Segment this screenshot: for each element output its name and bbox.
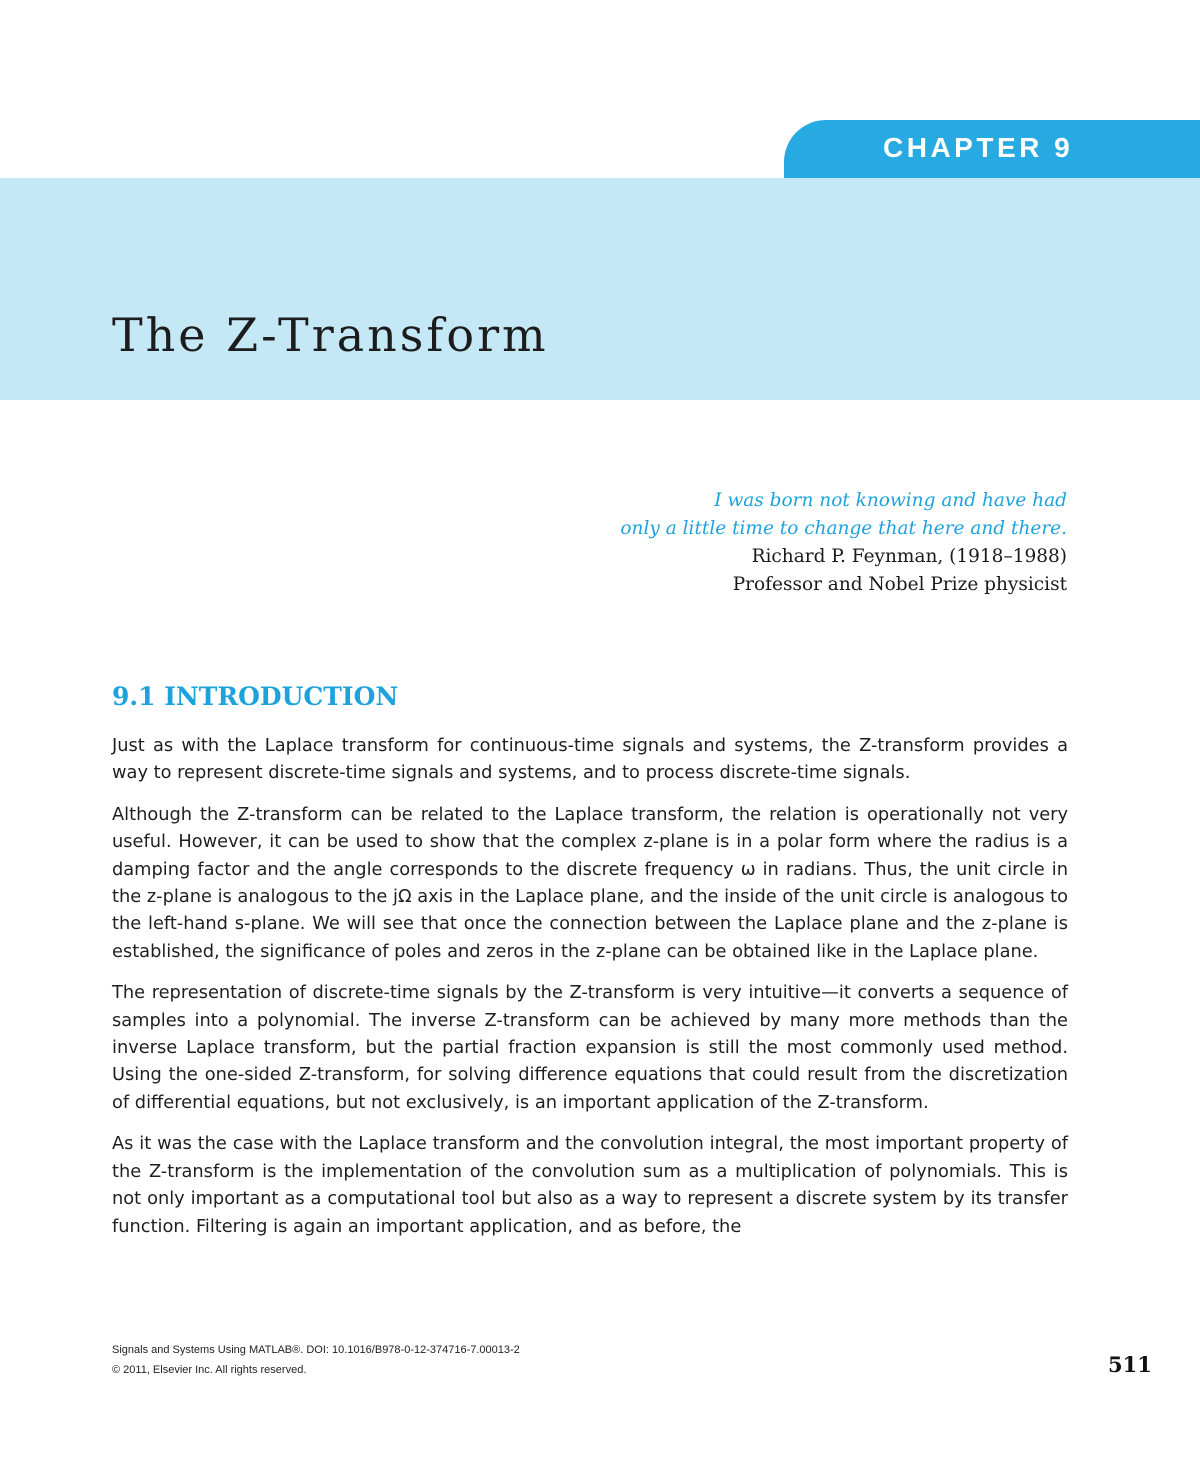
page-number: 511 (1108, 1352, 1152, 1377)
title-band (0, 178, 1200, 400)
epigraph-quote (507, 487, 1067, 543)
paragraph: The representation of discrete-time signals by the Z-transform is very intuitive—it converts a sequence of samples into a polynomial. The inverse Z-transform can be achieved by many more methods than the inverse Laplace transform, but the partial fraction expansion is still the most commonly used method. Using the one-sided Z-transform, for solving difference equations that could result from the discretization of differential equations, but not exclusively, is an important application of the Z-transform. (112, 982, 1068, 1113)
epigraph-quote-line: I was born not knowing and have had (714, 490, 1067, 511)
epigraph-quote-line: only a little time to change that here and there. (620, 518, 1067, 539)
epigraph-author: Richard P. Feynman, (1918–1988) (751, 546, 1067, 567)
epigraph (507, 487, 1067, 599)
paragraph: As it was the case with the Laplace transform and the convolution integral, the most important property of the Z-transform is the implementation of the convolution sum as a multiplication of polynomials. This is not only important as a computational tool but also as a way to represent a discrete system by its transfer function. Filtering is again an important application, and as before, the (112, 1133, 1068, 1237)
chapter-title: The Z-Transform (112, 308, 549, 362)
footer-doi: Signals and Systems Using MATLAB®. DOI: 10.1016/B978-0-12-374716-7.00013-2 (112, 1344, 520, 1356)
footer-copyright: © 2011, Elsevier Inc. All rights reserved. (112, 1364, 307, 1376)
footer-credits (112, 1340, 520, 1380)
paragraph: Although the Z-transform can be related to the Laplace transform, the relation is operationally not very useful. However, it can be used to show that the complex z-plane is in a polar form where the radius is a damping factor and the angle corresponds to the discrete frequency ω in radians. Thus, the unit circle in the z-plane is analogous to the jΩ axis in the Laplace plane, and the inside of the unit circle is analogous to the left-hand s-plane. We will see that once the connection between the Laplace plane and the z-plane is established, the significance of poles and zeros in the z-plane can be obtained like in the Laplace plane. (112, 803, 1068, 962)
epigraph-attribution (507, 543, 1067, 599)
chapter-label: CHAPTER 9 (883, 132, 1074, 163)
paragraph: Just as with the Laplace transform for continuous-time signals and systems, the Z-transform provides a way to represent discrete-time signals and systems, and to process discrete-time signals. (112, 735, 1068, 784)
epigraph-author-role: Professor and Nobel Prize physicist (732, 574, 1067, 595)
section-heading: 9.1 INTRODUCTION (112, 682, 399, 711)
body-text (112, 732, 1068, 1254)
